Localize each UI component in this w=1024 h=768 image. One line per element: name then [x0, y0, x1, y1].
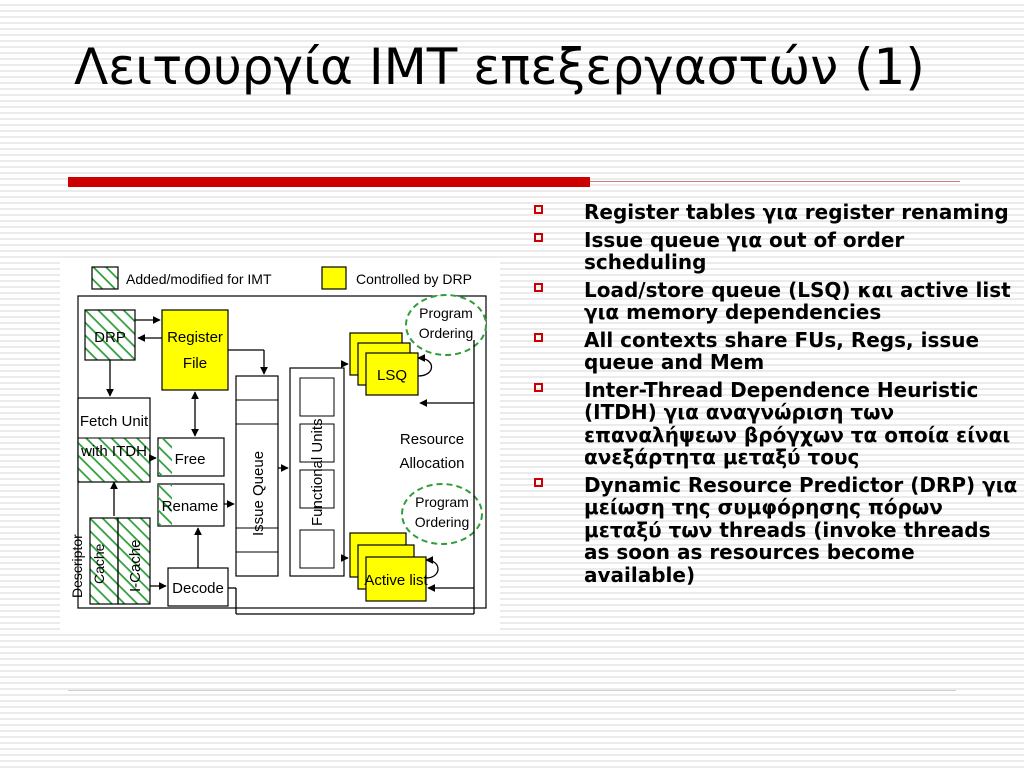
legend-controlled-label: Controlled by DRP — [356, 271, 472, 287]
bullet-item — [530, 329, 1020, 374]
issue-queue-box — [236, 376, 278, 576]
drp-label: DRP — [94, 329, 126, 346]
functional-units-box — [290, 368, 344, 576]
title-underline-red — [68, 177, 590, 187]
decode-box — [168, 568, 228, 606]
icache-box — [118, 518, 150, 604]
title-underline-thin — [590, 181, 960, 182]
bullet-square-icon — [534, 233, 543, 242]
rename-box — [158, 484, 224, 526]
bullet-text: Inter-Thread Dependence Heuristic (ITDH) για αναγνώριση των επαναλήψεων βρόγχων τα οποία είναι ανεξάρτητα μεταξύ τους — [584, 377, 1011, 469]
bullet-item — [530, 379, 1020, 469]
descriptor-cache-label-1: Descriptor — [69, 534, 85, 598]
bullet-text: Dynamic Resource Predictor (DRP) για μείωση της συμφόρησης πόρων μεταξύ των threads (invoke threads as soon as resources become available) — [584, 472, 1018, 587]
bullet-list — [530, 201, 1020, 591]
resource-allocation-label-1: Resource — [399, 431, 465, 448]
imt-processor-diagram — [60, 258, 500, 630]
bullet-item — [530, 474, 1020, 587]
legend-added-label: Added/modified for IMT — [126, 271, 272, 287]
bullet-item — [530, 279, 1020, 324]
slide-title: Λειτουργία IMT επεξεργαστών (1) — [74, 38, 925, 96]
fetch-unit-box — [78, 398, 150, 482]
bullet-square-icon — [534, 478, 543, 487]
bullet-square-icon — [534, 283, 543, 292]
bullet-item — [530, 229, 1020, 274]
fetch-unit-label-2: with ITDH — [81, 443, 147, 460]
program-ordering-bottom — [402, 484, 482, 544]
fetch-unit-label-1: Fetch Unit — [79, 413, 149, 430]
rename-label: Rename — [161, 498, 219, 515]
icache-label: I-Cache — [127, 539, 144, 592]
program-ordering-bottom-label-2: Ordering — [414, 514, 470, 530]
drp-box — [85, 310, 135, 360]
functional-units-label: Functional Units — [309, 418, 326, 526]
bullet-item — [530, 201, 1020, 224]
decode-label: Decode — [172, 580, 224, 597]
bullet-text: Register tables για register renaming — [584, 200, 1009, 224]
register-file-label-2: File — [182, 355, 208, 372]
active-list-label: Active list — [364, 572, 428, 589]
bottom-divider — [68, 690, 956, 691]
bullet-text: Issue queue για out of order scheduling — [584, 227, 905, 274]
bullet-square-icon — [534, 383, 543, 392]
lsq-label: LSQ — [376, 367, 408, 384]
bullet-square-icon — [534, 205, 543, 214]
issue-queue-label: Issue Queue — [250, 450, 267, 536]
program-ordering-top-label-1: Program — [419, 305, 473, 321]
legend-controlled — [322, 267, 472, 289]
program-ordering-top-label-2: Ordering — [418, 325, 474, 341]
register-file-box — [162, 310, 228, 390]
bullet-text: Load/store queue (LSQ) και active list για memory dependencies — [584, 277, 1011, 324]
bullet-text: All contexts share FUs, Regs, issue queue and Mem — [584, 327, 980, 374]
program-ordering-bottom-label-1: Program — [415, 494, 469, 510]
descriptor-cache-label-2: Cache — [91, 543, 107, 584]
register-file-label-1: Register — [167, 329, 223, 346]
free-box — [158, 438, 224, 476]
free-label: Free — [174, 451, 206, 468]
bullet-square-icon — [534, 333, 543, 342]
resource-allocation-label-2: Allocation — [399, 455, 465, 472]
